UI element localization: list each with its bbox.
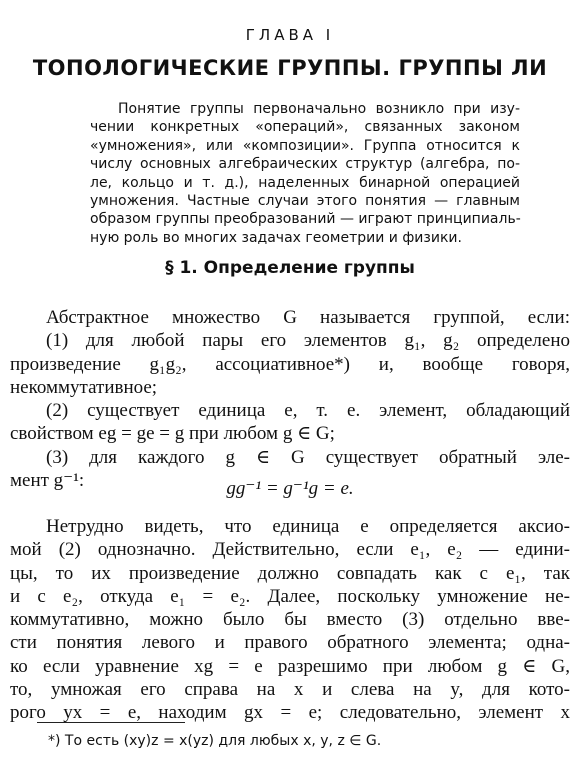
chapter-label: ГЛАВА I [245, 26, 335, 44]
body-line: (3) для каждого g ∈ G существует обратный эле- [46, 446, 570, 468]
body-line: ко если уравнение xg = e разрешимо при любом g ∈ G, [10, 655, 570, 677]
body-line: Нетрудно видеть, что единица e определяется аксио- [46, 516, 570, 537]
chapter-title: ТОПОЛОГИЧЕСКИЕ ГРУППЫ. ГРУППЫ ЛИ [32, 56, 548, 80]
body-line: мент g⁻¹: [10, 470, 85, 492]
abstract-line: ную роль во многих задачах геометрии и физики. [90, 229, 462, 246]
body-line: некоммутативное; [10, 376, 158, 398]
abstract-line: «умножения», или «композиции». Группа относится к [90, 137, 520, 154]
footnote-divider [37, 722, 185, 723]
body-line: и с e₂, откуда e₁ = e₂. Далее, поскольку умножение не- [10, 585, 570, 607]
body-line: коммутативно, можно было бы вместо (3) отдельно вве- [10, 609, 570, 631]
body-line: то, умножая его справа на x и слева на y, для кото- [10, 679, 570, 701]
body-line: произведение g₁g₂, ассоциативное*) и, вообще говоря, [10, 353, 570, 375]
body-line: (1) для любой пары его элементов g₁, g₂ определено [46, 330, 570, 352]
body-line: свойством eg = ge = g при любом g ∈ G; [10, 423, 335, 445]
body-line: цы, то их произведение должно совпадать как с e₁, так [10, 562, 570, 584]
body-line: мой (2) однозначно. Действительно, если e₁, e₂ — едини- [10, 539, 570, 561]
abstract-line: Понятие группы первоначально возникло при изу- [118, 101, 520, 117]
uniqueness-discussion [10, 515, 570, 725]
body-line: (2) существует единица e, т. е. элемент, обладающий [46, 400, 570, 422]
section-heading: § 1. Определение группы [165, 258, 415, 278]
body-line: рого yx = e, находим gx = e; следовательно, элемент x [10, 702, 570, 724]
chapter-abstract [90, 100, 520, 247]
abstract-line: ле, кольцо и т. д.), наделенных бинарной операцией [90, 174, 520, 191]
inverse-formula: gg⁻¹ = g⁻¹g = e. [226, 478, 354, 499]
body-line: сти понятия левого и правого обратного элемента; одна- [10, 632, 570, 654]
body-line: Абстрактное множество G называется группой, если: [46, 307, 570, 328]
abstract-line: числу основных алгебраических структур (алгебра, по- [90, 156, 520, 173]
abstract-line: чении конкретных «операций», связанных законом [90, 119, 520, 136]
abstract-line: умножения. Частные случаи этого понятия — главным [90, 192, 520, 209]
group-definition [10, 306, 570, 492]
footnote: *) То есть (xy)z = x(yz) для любых x, y, z ∈ G. [48, 733, 382, 749]
abstract-line: образом группы преобразований — играют принципиаль- [90, 211, 521, 228]
